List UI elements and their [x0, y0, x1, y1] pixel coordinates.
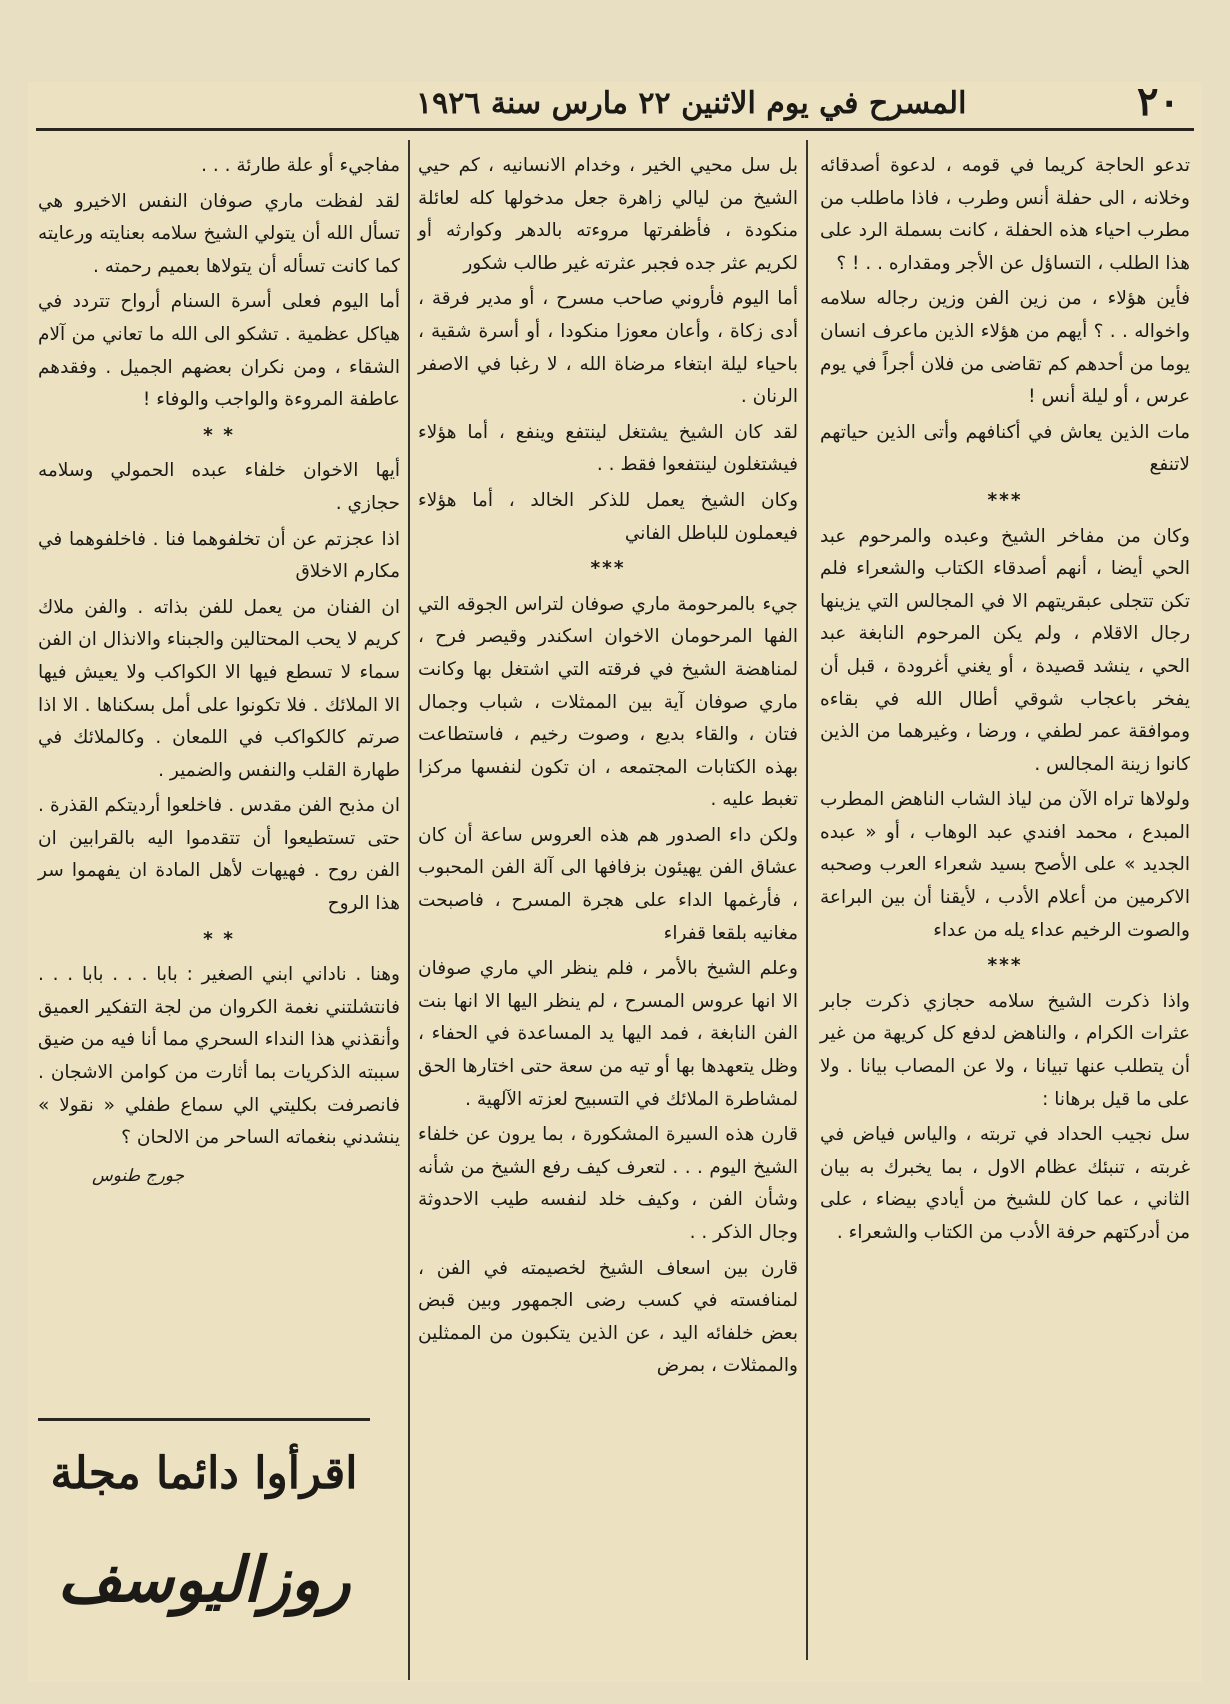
- paragraph: وهنا . ناداني ابني الصغير : بابا . . . بابا . . . فانتشلتني نغمة الكروان من لجة التفكير العميق وأنقذني هذا النداء السحري مما أنا فيه من ضيق سببته الذكريات بما أثارت من كوامن الاشجان . فانصرفت بكليتي الي سماع طفلي « نقولا » ينشدني بنغماته الساحر من الالحان ؟: [38, 964, 400, 1149]
- verse: مات الذين يعاش في أكنافهم وأتى الذين حياتهم لاتنفع: [820, 421, 1190, 476]
- advertisement-tagline: اقرأوا دائما مجلة: [50, 1448, 358, 1499]
- paragraph: سل نجيب الحداد في تربته ، والياس فياض في غربته ، تنبئك عظام الاول ، بما يخبرك به بيان الثاني ، عما كان للشيخ من أيادي بيضاء ، على من أدركتهم حرفة الأدب من الكتاب والشعراء .: [820, 1124, 1190, 1243]
- article-column-left: [38, 150, 400, 1197]
- section-separator: * *: [203, 424, 235, 446]
- author-signature: جورج طنوس: [92, 1165, 185, 1186]
- page-number: ٢٠: [1137, 78, 1180, 125]
- paragraph: وكان الشيخ يعمل للذكر الخالد ، أما هؤلاء فيعملون للباطل الفاني: [418, 489, 798, 544]
- page-header: [36, 78, 1194, 130]
- paragraph: أما اليوم فأروني صاحب مسرح ، أو مدير فرقة ، أدى زكاة ، وأعان معوزا منكودا ، أو أسرة شقية ، باحياء ليلة ابتغاء مرضاة الله ، لا رغبا في الاصفر الرنان .: [418, 288, 798, 408]
- paragraph: تدعو الحاجة كريما في قومه ، لدعوة أصدقائه وخلانه ، الى حفلة أنس وطرب ، فاذا ماطلب من مطرب احياء هذه الحفلة ، كانت بسملة الرد على هذا الطلب ، التساؤل عن الأجر ومقداره . . ! ؟: [820, 155, 1190, 274]
- section-separator: ***: [987, 955, 1023, 977]
- paragraph: ولولاها تراه الآن من لياذ الشاب الناهض المطرب المبدع ، محمد افندي عبد الوهاب ، أو « عبده الجديد » على الأصح بسيد شعراء العرب وصحبه الاكرمين من أعلام الأدب ، لأيقنا أن بين البراعة والصوت الرخيم عداء يله من عداء: [820, 789, 1190, 941]
- paragraph: جيء بالمرحومة ماري صوفان لتراس الجوقه التي الفها المرحومان الاخوان اسكندر وقيصر فرح ، لمناهضة الشيخ في فرقته التي اشتغل بها وكانت ماري صوفان آية بين الممثلات ، شباب وجمال فتان ، والقاء بديع ، وصوت رخيم ، فاستطاعت بهذه الكتابات المجتمعه ، ان تكون لنفسها مركزا تغبط عليه .: [418, 593, 798, 811]
- magazine-title: روزاليوسف: [57, 1543, 351, 1616]
- paragraph: أيها الاخوان خلفاء عبده الحمولي وسلامه حجازي .: [38, 460, 400, 514]
- paragraph: قارن بين اسعاف الشيخ لخصيمته في الفن ، لمنافسته في كسب رضى الجمهور وبين قبض بعض خلفائه اليد ، عن الذين يتكبون من الممثلين والممثلات ، بمرض: [418, 1257, 798, 1377]
- paragraph: ان الفنان من يعمل للفن بذاته . والفن ملاك كريم لا يحب المحتالين والجبناء والانذال ان الفن سماء لا تسطع فيها الا الكواكب ولا يعيش فيها الا الملائك . فلا تكونوا على أمل بسكناها . الا اذا صرتم كالكواكب في اللمعان . وكالملائك في طهارة القلب والنفس والضمير .: [38, 596, 400, 781]
- column-divider-right: [806, 140, 808, 1660]
- paragraph: لقد لفظت ماري صوفان النفس الاخيرو هي تسأل الله أن يتولي الشيخ سلامه بعنايته ورعايته كما كانت تسأله أن يتولاها بعميم رحمته .: [38, 190, 400, 277]
- header-rule: [36, 128, 1194, 131]
- paragraph: أما اليوم فعلى أسرة السنام أرواح تتردد في هياكل عظمية . تشكو الى الله ما تعاني من آلام الشقاء ، ومن نكران بعضهم الجميل . وفقدهم عاطفة المروءة والواجب والوفاء !: [38, 291, 400, 411]
- paragraph: ان مذبح الفن مقدس . فاخلعوا أرديتكم القذرة . حتى تستطيعوا أن تتقدموا اليه بالقرابين ان الفن روح . فهيهات لأهل المادة ان يفهموا سر هذا الروح: [38, 795, 400, 915]
- paragraph: قارن هذه السيرة المشكورة ، بما يرون عن خلفاء الشيخ اليوم . . . لتعرف كيف رفع الشيخ من شأنه وشأن الفن ، وكيف خلد لنفسه طيب الاحدوثة وجال الذكر . .: [418, 1124, 798, 1243]
- paragraph: واذا ذكرت الشيخ سلامه حجازي ذكرت جابر عثرات الكرام ، والناهض لدفع كل كريهة من غير أن يتطلب عنها تبيانا ، ولا عن المصاب بيانا . ولا على ما قيل برهانا :: [820, 990, 1190, 1110]
- paragraph: اذا عجزتم عن أن تخلفوهما فنا . فاخلفوهما في مكارم الاخلاق: [38, 528, 400, 583]
- paragraph: وعلم الشيخ بالأمر ، فلم ينظر الي ماري صوفان الا انها عروس المسرح ، لم ينظر اليها الا انها بنت الفن النابغة ، فمد اليها يد المساعدة في الحفاء ، وظل يتعهدها بها أو تيه من سعة حتى اختارها الحق لمشاطرة الملائك في التسبيح لعزته الآلهية .: [418, 958, 798, 1110]
- advertisement-rule: [38, 1418, 370, 1421]
- column-divider-left: [408, 140, 410, 1680]
- running-head: المسرح في يوم الاثنين ٢٢ مارس سنة ١٩٢٦: [416, 86, 967, 121]
- article-column-middle: [418, 150, 798, 1386]
- paragraph: لقد كان الشيخ يشتغل لينتفع وينفع ، أما هؤلاء فيشتغلون لينتفعوا فقط . .: [418, 421, 798, 476]
- article-column-right: [820, 150, 1190, 1253]
- paragraph: وكان من مفاخر الشيخ وعبده والمرحوم عبد الحي أيضا ، أنهم أصدقاء الكتاب والشعراء فلم تكن تتجلى عبقريتهم الا في المجالس التي يزينها رجال الاقلام ، ولم يكن المرحوم النابغة عبد الحي ، ينشد قصيدة ، أو يغني أغرودة ، قبل أن يفخر باعجاب شوقي أطال الله في بقاءه وموافقة عمر لطفي ، ورضا ، وغيرهما من الذين كانوا زينة المجالس .: [820, 525, 1190, 775]
- section-separator: * *: [203, 928, 235, 950]
- advertisement-box: [40, 1428, 368, 1668]
- section-separator: ***: [590, 558, 626, 580]
- paragraph: مفاجيء أو علة طارئة . . .: [201, 155, 400, 176]
- paragraph: فأين هؤلاء ، من زين الفن وزين رجاله سلامه واخواله . . ؟ أيهم من هؤلاء الذين ماعرف انسان يوما من أحدهم كم تقاضى من فلان أجراً في يوم عرس ، أو ليلة أنس !: [820, 288, 1190, 408]
- paragraph: ولكن داء الصدور هم هذه العروس ساعة أن كان عشاق الفن يهيئون بزفافها الى آلة الفن المحبوب ، فأرغمها الداء على هجرة المسرح ، فاصبحت مغانيه بلقعا قفراء: [418, 824, 798, 944]
- section-separator: ***: [987, 489, 1023, 511]
- paragraph: بل سل محيي الخير ، وخدام الانسانيه ، كم حيي الشيخ من ليالي زاهرة جعل مدخولها كله لعائلة منكودة ، فأظفرتها مروءته بالدهر وكوارثه أو لكريم عثر جده فجبر عثرته غير طالب شكور: [418, 155, 798, 274]
